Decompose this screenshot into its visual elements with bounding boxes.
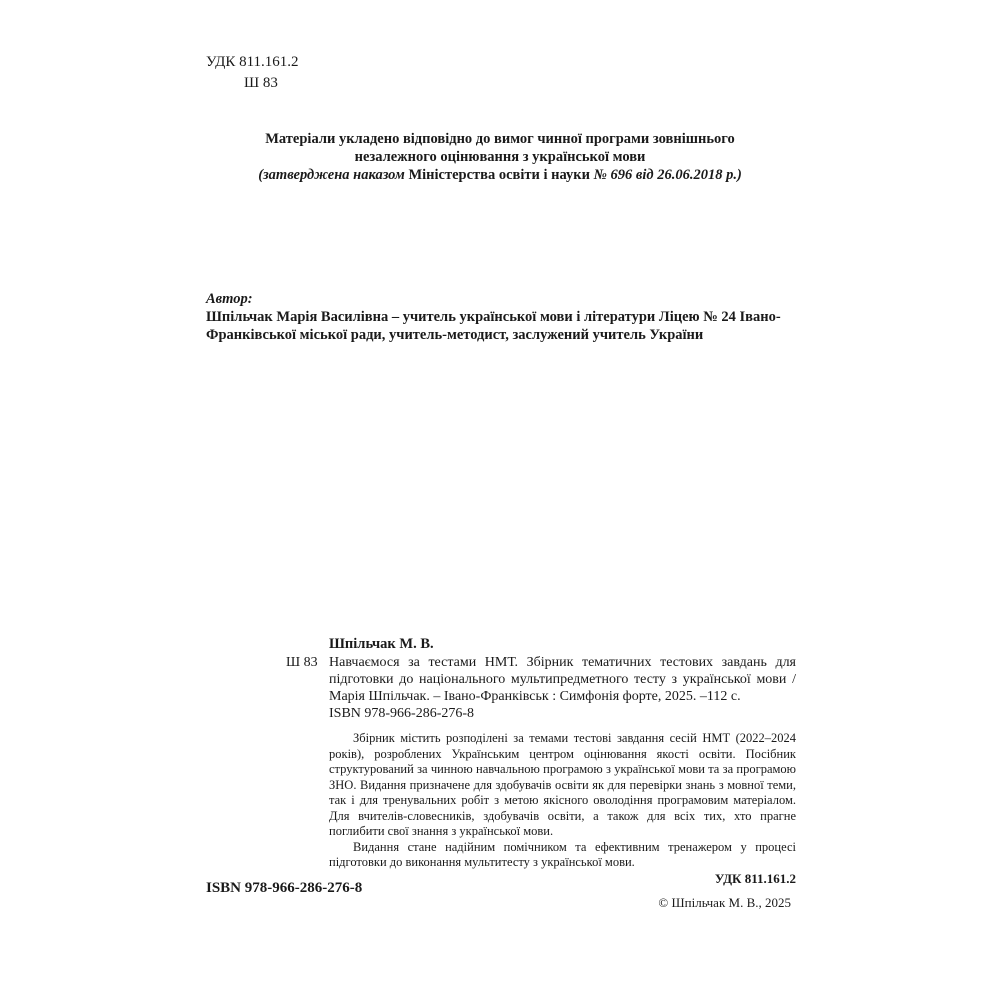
biblio-description: Навчаємося за тестами НМТ. Збірник тематичних тестових завдань для підготовки до національного мультипредметного тесту з української мови / Марія Шпільчак. – Івано-Франківськ : Симфонія форте, 2025. –112 с. bbox=[329, 655, 796, 704]
abstract-udk: УДК 811.161.2 bbox=[714, 870, 796, 886]
library-code: Ш 83 bbox=[244, 75, 278, 91]
abstract-paragraph-2: Видання стане надійним помічником та ефективним тренажером у процесі підготовки до виконання мультитесту з української мови. bbox=[329, 839, 796, 869]
udk-block bbox=[206, 52, 299, 94]
author-line-2: Франківської міської ради, учитель-методист, заслужений учитель України bbox=[206, 327, 704, 343]
materials-line-1: Матеріали укладено відповідно до вимог чинної програми зовнішнього bbox=[265, 131, 735, 147]
abstract-block bbox=[329, 731, 796, 886]
author-block bbox=[206, 290, 796, 344]
approval-close: № 696 від 26.06.2018 р.) bbox=[593, 167, 742, 183]
biblio-entry-row bbox=[286, 654, 796, 705]
materials-note bbox=[200, 130, 800, 184]
copyright-notice: © Шпільчак М. В., 2025 bbox=[658, 895, 791, 910]
biblio-code: Ш 83 bbox=[286, 655, 318, 670]
biblio-author: Шпільчак М. В. bbox=[329, 636, 434, 652]
footer-isbn: ISBN 978-966-286-276-8 bbox=[206, 880, 363, 896]
udk-code: УДК 811.161.2 bbox=[206, 54, 299, 70]
biblio-isbn: ISBN 978-966-286-276-8 bbox=[329, 706, 475, 721]
approval-open: (затверджена наказом bbox=[258, 167, 405, 183]
abstract-paragraph-1: Збірник містить розподілені за темами тестові завдання сесій НМТ (2022–2024 років), розроблених Українським центром оцінювання якості освіти. Посібник структурований за чинною навчальною програмою з української мови та за програмою ЗНО. Видання призначене для здобувачів освіти як для перевірки знань з мовної теми, так і для тренувальних робіт з метою якісного оволодіння програмовим матеріалом. Для вчителів-словесників, здобувачів освіти, а також для всіх тих, хто прагне поглибити свої знання з української мови. bbox=[329, 731, 796, 838]
materials-approval bbox=[200, 166, 800, 184]
approval-ministry: Міністерства освіти і науки bbox=[404, 167, 594, 183]
materials-line-2: незалежного оцінювання з української мови bbox=[354, 149, 646, 165]
author-label: Автор: bbox=[206, 291, 253, 307]
bibliographic-entry bbox=[286, 636, 796, 722]
author-line-1: Шпільчак Марія Василівна – учитель української мови і літератури Ліцею № 24 Івано- bbox=[206, 309, 781, 325]
